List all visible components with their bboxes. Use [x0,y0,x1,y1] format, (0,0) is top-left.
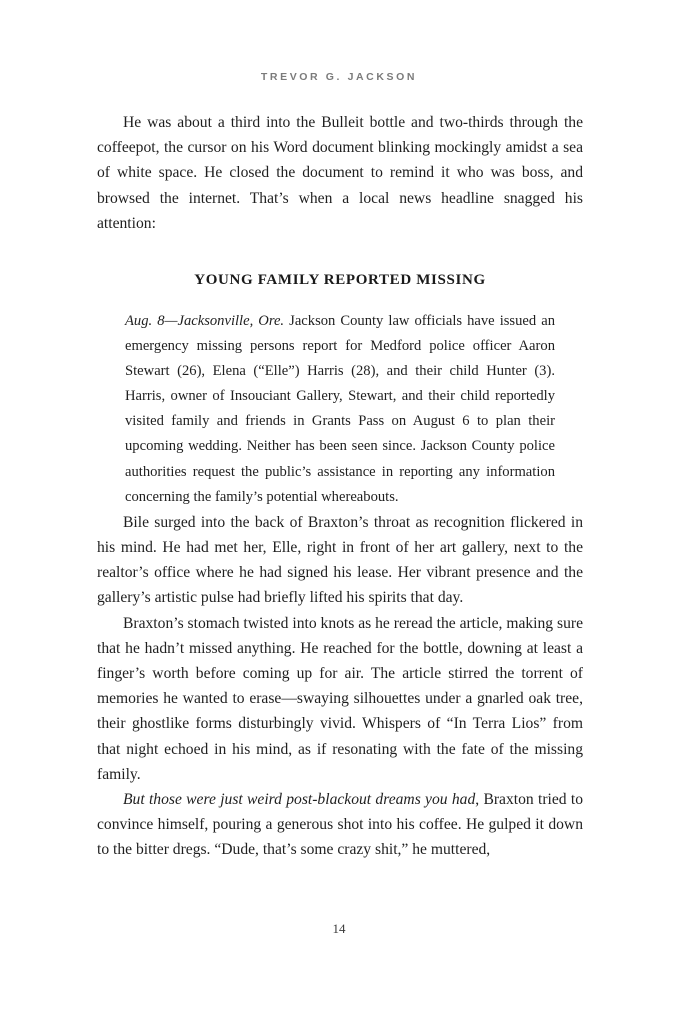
article-headline-block [97,269,583,291]
page-number: 14 [332,921,346,936]
paragraph-dreams-italic-lead: But those were just weird post-blackout dreams you had [123,791,476,808]
news-article-blockquote [125,309,555,510]
article-text: Jackson County law officials have issued an emergency missing persons report for Medford police officer Aaron Stewart (26), Elena (“Elle”) Harris (28), and their child Hunter (3). Harris, owner of Insouciant Gallery, Stewart, and their child reportedly visited family and friends in Grants Pass on August 6 to plan their upcoming wedding. Neither has been seen since. Jackson County police authorities request the public’s assistance in reporting any information concerning the family’s potential whereabouts. [125,313,555,505]
text-column [97,110,583,863]
paragraph-dreams [97,787,583,863]
running-head: TREVOR G. JACKSON [260,71,418,83]
paragraph-opening: He was about a third into the Bulleit bottle and two-thirds through the coffeepot, the cursor on his Word document blinking mockingly amidst a sea of white space. He closed the document to remind it who was boss, and browsed the internet. That’s when a local news headline snagged his attention: [97,114,583,232]
article-headline: YOUNG FAMILY REPORTED MISSING [194,272,486,289]
paragraph-stomach: Braxton’s stomach twisted into knots as he reread the article, making sure that he hadn’t missed anything. He reached for the bottle, downing at least a finger’s worth before coming up for air. The article stirred the torrent of memories he wanted to erase—swaying silhouettes under a gnarled oak tree, their ghostlike forms disturbingly vivid. Whispers of “In Terra Lios” from that night echoed in his mind, as if resonating with the fate of the missing family. [97,614,583,783]
paragraph-dreams-rest: , Braxton tried to convince himself, pouring a generous shot into his coffee. He gulped it down to the bitter dregs. “Dude, that’s some crazy shit,” he muttered, [97,791,583,859]
article-dateline: Aug. 8—Jacksonville, Ore. [125,313,285,330]
paragraph-bile: Bile surged into the back of Braxton’s throat as recognition flickered in his mind. He had met her, Elle, right in front of her art gallery, next to the realtor’s office where he had signed his lease. Her vibrant presence and the gallery’s artistic pulse had briefly lifted his spirits that day. [97,513,583,607]
article-body [125,309,555,510]
